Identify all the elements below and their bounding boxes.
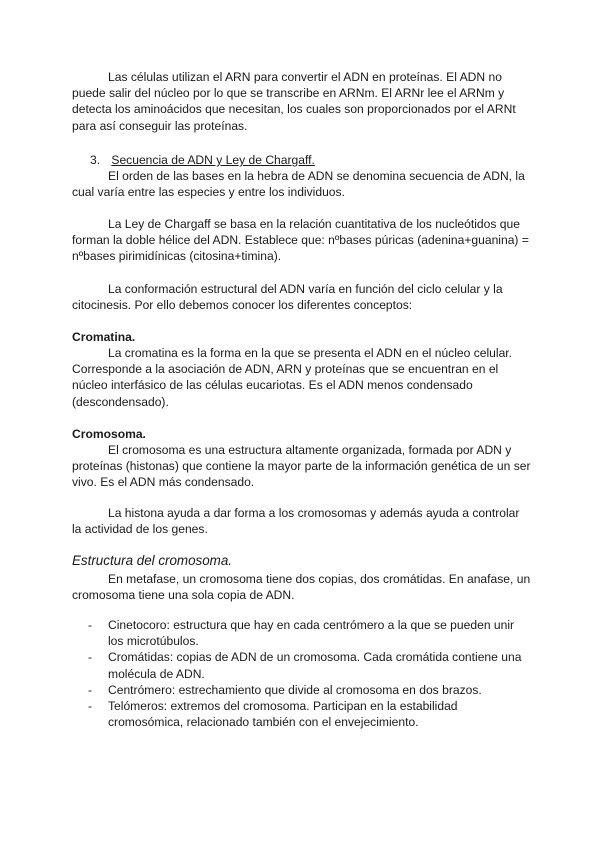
paragraph-ley-chargaff: La Ley de Chargaff se basa en la relación cuantitativa de los nucleótidos que forman la doble hélice del ADN. Establece que: nºbases púricas (adenina+guanina) = nºbases pirimidínicas (citosina+timina). <box>72 217 529 264</box>
paragraph-arn-proteinas: Las células utilizan el ARN para convertir el ADN en proteínas. El ADN no puede salir del núcleo por lo que se transcribe en ARNm. El ARNr lee el ARNm y detecta los aminoácidos que necesitan, los cuales son proporcionados por el ARNt para así conseguir las proteínas. <box>72 70 516 133</box>
list-item: - Cromátidas: copias de ADN de un cromosoma. Cada cromátida contiene una molécula de ADN. <box>88 650 522 681</box>
list-item: - Centrómero: estrechamiento que divide al cromosoma en dos brazos. <box>88 682 482 697</box>
bullet-dash: - <box>88 618 93 632</box>
paragraph-cromatina: La cromatina es la forma en la que se presenta el ADN en el núcleo celular. Corresponde a la asociación de ADN, ARN y proteínas que se encuentran en el núcleo interfásico de las células eucariotas. Es el ADN menos condensado (descondensado). <box>72 346 513 409</box>
paragraph-histona: La histona ayuda a dar forma a los cromosomas y además ayuda a controlar la actividad de los genes. <box>72 506 520 537</box>
bullet-dash: - <box>88 650 93 665</box>
list-item: - Telómeros: extremos del cromosoma. Participan en la estabilidad cromosómica, relacionado también con el envejecimiento. <box>88 699 458 730</box>
list-item: - Cinetocoro: estructura que hay en cada centrómero a la que se pueden unir los microtúbulos. <box>88 618 515 649</box>
bullet-dash: - <box>88 699 93 714</box>
heading-cromatina: Cromatina. <box>72 330 136 344</box>
paragraph-secuencia-adn: El orden de las bases en la hebra de ADN se denomina secuencia de ADN, la cual varía entre las especies y entre los individuos. <box>72 169 525 200</box>
bullet-dash: - <box>88 682 93 697</box>
section-title: Secuencia de ADN y Ley de Chargaff. <box>111 153 315 167</box>
paragraph-metafase: En metafase, un cromosoma tiene dos copias, dos cromátidas. En anafase, un cromosoma tiene una sola copia de ADN. <box>72 572 531 603</box>
structure-list <box>88 617 528 730</box>
section-number: 3. <box>90 153 101 167</box>
paragraph-cromosoma: El cromosoma es una estructura altamente organizada, formada por ADN y proteínas (histonas) que contiene la mayor parte de la información genética de un ser vivo. Es el ADN más condensado. <box>72 443 531 490</box>
heading-estructura-cromosoma: Estructura del cromosoma. <box>72 553 233 568</box>
paragraph-conformacion: La conformación estructural del ADN varía en función del ciclo celular y la citocinesis. Por ello debemos conocer los diferentes conceptos: <box>72 282 503 313</box>
heading-cromosoma: Cromosoma. <box>72 427 146 441</box>
section-heading-3 <box>90 152 315 168</box>
